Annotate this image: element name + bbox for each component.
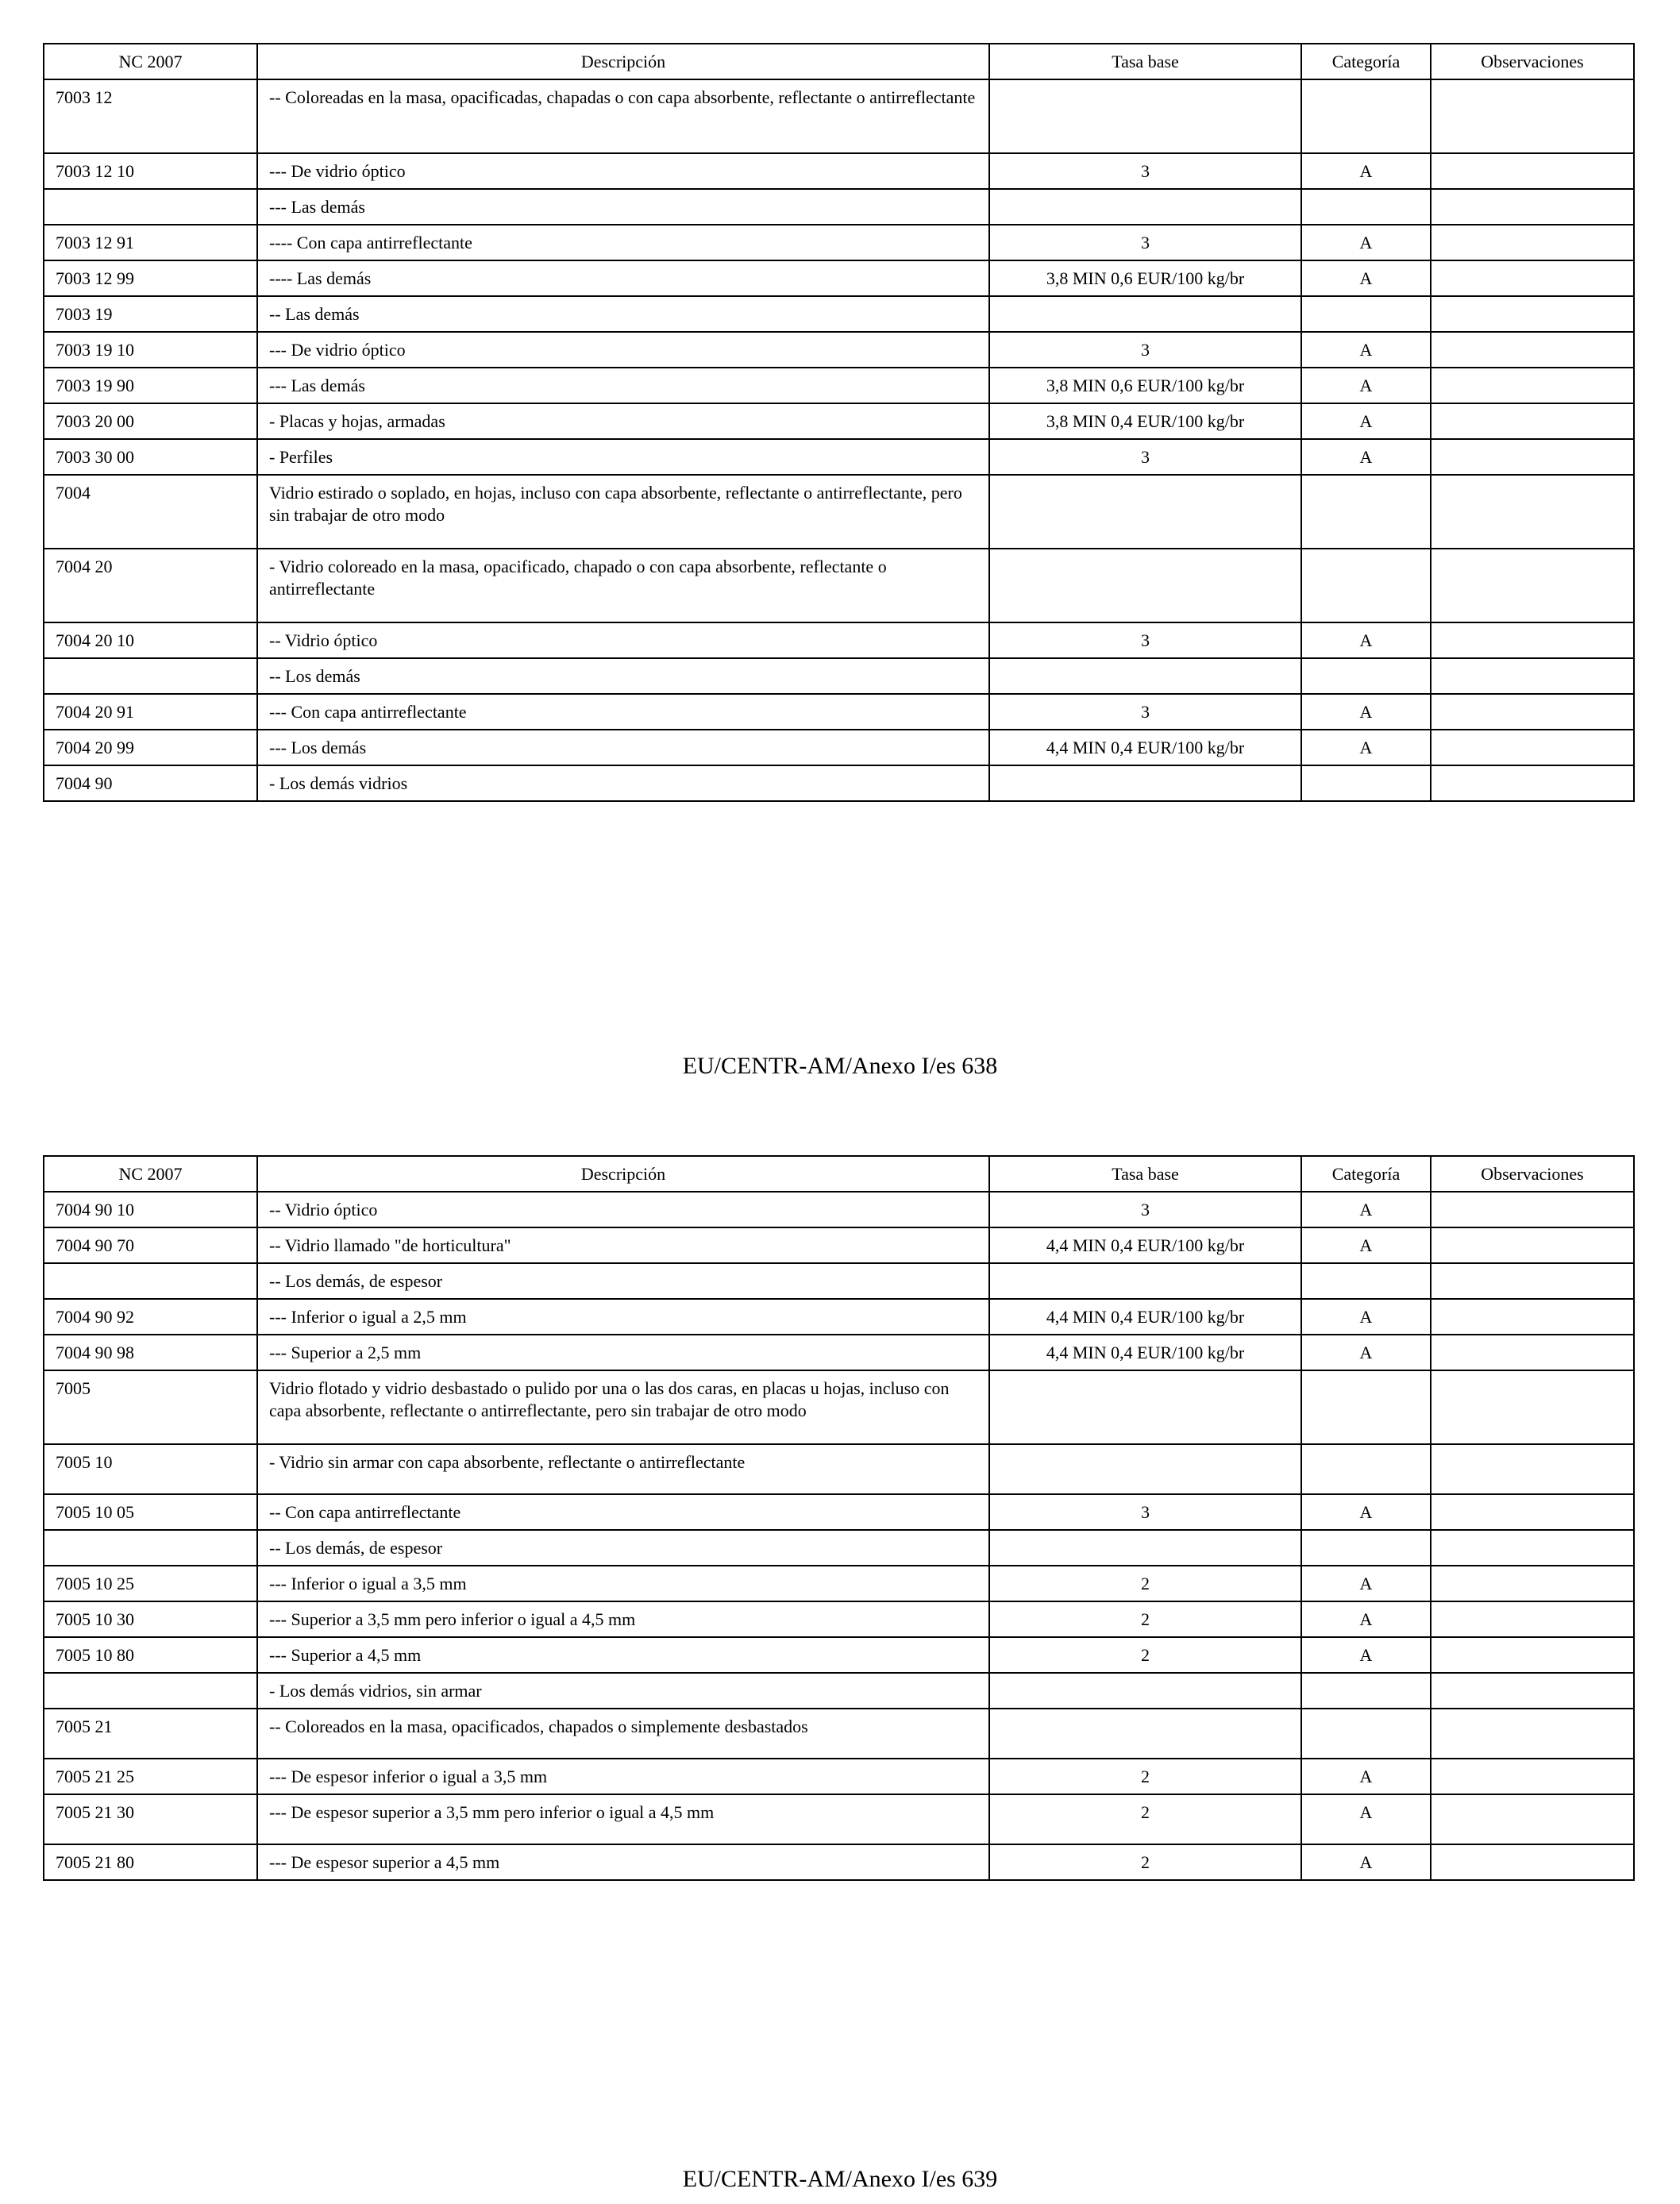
observations-cell: [1431, 1601, 1634, 1637]
table-row: [44, 658, 1634, 694]
table-row: [44, 403, 1634, 439]
category-cell: A: [1301, 368, 1431, 403]
observations-cell: [1431, 1844, 1634, 1880]
nc-cell: 7005 10 05: [44, 1494, 257, 1530]
category-cell: A: [1301, 1794, 1431, 1844]
observations-cell: [1431, 260, 1634, 296]
description-cell: -- Los demás: [257, 658, 989, 694]
observations-cell: [1431, 1192, 1634, 1227]
base-rate-cell: 3: [989, 439, 1301, 475]
observations-cell: [1431, 622, 1634, 658]
category-cell: A: [1301, 1759, 1431, 1794]
base-rate-cell: 2: [989, 1794, 1301, 1844]
description-cell: --- Con capa antirreflectante: [257, 694, 989, 730]
base-rate-cell: [989, 1263, 1301, 1299]
table-row: [44, 1566, 1634, 1601]
description-cell: -- Los demás, de espesor: [257, 1530, 989, 1566]
category-cell: [1301, 296, 1431, 332]
description-cell: Vidrio estirado o soplado, en hojas, incluso con capa absorbente, reflectante o antirreflectante, pero sin trabajar de otro modo: [257, 475, 989, 549]
description-cell: --- De vidrio óptico: [257, 332, 989, 368]
category-cell: A: [1301, 1299, 1431, 1335]
category-cell: A: [1301, 1192, 1431, 1227]
base-rate-cell: 4,4 MIN 0,4 EUR/100 kg/br: [989, 1335, 1301, 1370]
base-rate-cell: 2: [989, 1844, 1301, 1880]
nc-cell: 7003 12 99: [44, 260, 257, 296]
table-header-row: [44, 44, 1634, 79]
observations-cell: [1431, 765, 1634, 801]
observations-cell: [1431, 475, 1634, 549]
header-categoria: Categoría: [1301, 44, 1431, 79]
nc-cell: 7005 21 30: [44, 1794, 257, 1844]
header-descripcion: Descripción: [257, 44, 989, 79]
category-cell: A: [1301, 694, 1431, 730]
base-rate-cell: [989, 189, 1301, 225]
description-cell: --- Las demás: [257, 189, 989, 225]
category-cell: A: [1301, 1494, 1431, 1530]
table-row: [44, 332, 1634, 368]
nc-cell: 7004 20 10: [44, 622, 257, 658]
nc-cell: 7005 10 25: [44, 1566, 257, 1601]
category-cell: A: [1301, 730, 1431, 765]
table-row: [44, 1227, 1634, 1263]
category-cell: [1301, 658, 1431, 694]
header-observaciones: Observaciones: [1431, 44, 1634, 79]
nc-cell: [44, 189, 257, 225]
table-row: [44, 765, 1634, 801]
description-cell: - Los demás vidrios: [257, 765, 989, 801]
table-row: [44, 549, 1634, 622]
nc-cell: [44, 1673, 257, 1709]
table-row: [44, 475, 1634, 549]
description-cell: --- Inferior o igual a 3,5 mm: [257, 1566, 989, 1601]
observations-cell: [1431, 1794, 1634, 1844]
header-nc: NC 2007: [44, 1156, 257, 1192]
category-cell: A: [1301, 1844, 1431, 1880]
table-row: [44, 1370, 1634, 1444]
description-cell: Vidrio flotado y vidrio desbastado o pulido por una o las dos caras, en placas u hojas, incluso con capa absorbente, reflectante o antirreflectante, pero sin trabajar de otro modo: [257, 1370, 989, 1444]
category-cell: [1301, 79, 1431, 153]
table-row: [44, 1673, 1634, 1709]
observations-cell: [1431, 1263, 1634, 1299]
base-rate-cell: [989, 79, 1301, 153]
description-cell: -- Coloreados en la masa, opacificados, chapados o simplemente desbastados: [257, 1709, 989, 1759]
base-rate-cell: 4,4 MIN 0,4 EUR/100 kg/br: [989, 1227, 1301, 1263]
header-tasa-base: Tasa base: [989, 44, 1301, 79]
table-row: [44, 730, 1634, 765]
category-cell: A: [1301, 439, 1431, 475]
observations-cell: [1431, 1335, 1634, 1370]
description-cell: --- Los demás: [257, 730, 989, 765]
observations-cell: [1431, 658, 1634, 694]
nc-cell: 7005 10 80: [44, 1637, 257, 1673]
base-rate-cell: 4,4 MIN 0,4 EUR/100 kg/br: [989, 1299, 1301, 1335]
table-row: [44, 1759, 1634, 1794]
description-cell: -- Vidrio óptico: [257, 1192, 989, 1227]
base-rate-cell: 3: [989, 1192, 1301, 1227]
category-cell: A: [1301, 1227, 1431, 1263]
observations-cell: [1431, 368, 1634, 403]
category-cell: A: [1301, 260, 1431, 296]
description-cell: -- Vidrio llamado "de horticultura": [257, 1227, 989, 1263]
observations-cell: [1431, 296, 1634, 332]
base-rate-cell: [989, 1530, 1301, 1566]
base-rate-cell: [989, 1444, 1301, 1494]
table-row: [44, 153, 1634, 189]
nc-cell: 7003 30 00: [44, 439, 257, 475]
table-row: [44, 1637, 1634, 1673]
nc-cell: 7004 90 92: [44, 1299, 257, 1335]
base-rate-cell: [989, 658, 1301, 694]
table-row: [44, 694, 1634, 730]
category-cell: A: [1301, 153, 1431, 189]
base-rate-cell: 2: [989, 1566, 1301, 1601]
nc-cell: 7003 20 00: [44, 403, 257, 439]
description-cell: - Perfiles: [257, 439, 989, 475]
tariff-table-page-639: [43, 1155, 1635, 1881]
nc-cell: 7005 21: [44, 1709, 257, 1759]
description-cell: -- Los demás, de espesor: [257, 1263, 989, 1299]
base-rate-cell: 3: [989, 225, 1301, 260]
description-cell: - Vidrio sin armar con capa absorbente, reflectante o antirreflectante: [257, 1444, 989, 1494]
description-cell: --- Superior a 2,5 mm: [257, 1335, 989, 1370]
description-cell: -- Con capa antirreflectante: [257, 1494, 989, 1530]
base-rate-cell: 3: [989, 153, 1301, 189]
base-rate-cell: 3: [989, 1494, 1301, 1530]
base-rate-cell: 3: [989, 332, 1301, 368]
category-cell: A: [1301, 1566, 1431, 1601]
observations-cell: [1431, 1444, 1634, 1494]
observations-cell: [1431, 1637, 1634, 1673]
base-rate-cell: 3: [989, 622, 1301, 658]
base-rate-cell: [989, 1709, 1301, 1759]
description-cell: --- De vidrio óptico: [257, 153, 989, 189]
category-cell: [1301, 1444, 1431, 1494]
base-rate-cell: 3,8 MIN 0,6 EUR/100 kg/br: [989, 368, 1301, 403]
table-row: [44, 1335, 1634, 1370]
nc-cell: 7004 90 10: [44, 1192, 257, 1227]
observations-cell: [1431, 225, 1634, 260]
description-cell: --- Las demás: [257, 368, 989, 403]
observations-cell: [1431, 549, 1634, 622]
nc-cell: 7004 90: [44, 765, 257, 801]
header-categoria: Categoría: [1301, 1156, 1431, 1192]
description-cell: --- De espesor superior a 4,5 mm: [257, 1844, 989, 1880]
nc-cell: [44, 658, 257, 694]
observations-cell: [1431, 1299, 1634, 1335]
description-cell: -- Las demás: [257, 296, 989, 332]
observations-cell: [1431, 1370, 1634, 1444]
nc-cell: 7005: [44, 1370, 257, 1444]
nc-cell: 7003 12 91: [44, 225, 257, 260]
nc-cell: 7004 90 70: [44, 1227, 257, 1263]
base-rate-cell: 3,8 MIN 0,6 EUR/100 kg/br: [989, 260, 1301, 296]
header-nc: NC 2007: [44, 44, 257, 79]
observations-cell: [1431, 1759, 1634, 1794]
category-cell: A: [1301, 1335, 1431, 1370]
observations-cell: [1431, 694, 1634, 730]
nc-cell: [44, 1263, 257, 1299]
description-cell: - Vidrio coloreado en la masa, opacificado, chapado o con capa absorbente, reflectante o antirreflectante: [257, 549, 989, 622]
table-row: [44, 1844, 1634, 1880]
nc-cell: 7003 19 90: [44, 368, 257, 403]
page-footer: EU/CENTR-AM/Anexo I/es 638: [682, 1053, 998, 1079]
category-cell: A: [1301, 225, 1431, 260]
observations-cell: [1431, 1530, 1634, 1566]
category-cell: [1301, 549, 1431, 622]
category-cell: A: [1301, 622, 1431, 658]
description-cell: --- Superior a 4,5 mm: [257, 1637, 989, 1673]
nc-cell: 7003 19: [44, 296, 257, 332]
table-row: [44, 1601, 1634, 1637]
observations-cell: [1431, 1709, 1634, 1759]
observations-cell: [1431, 79, 1634, 153]
category-cell: [1301, 1370, 1431, 1444]
observations-cell: [1431, 403, 1634, 439]
nc-cell: 7003 12 10: [44, 153, 257, 189]
category-cell: A: [1301, 1601, 1431, 1637]
base-rate-cell: 2: [989, 1759, 1301, 1794]
table-row: [44, 1709, 1634, 1759]
header-tasa-base: Tasa base: [989, 1156, 1301, 1192]
category-cell: [1301, 475, 1431, 549]
table-row: [44, 225, 1634, 260]
table-row: [44, 1794, 1634, 1844]
nc-cell: 7003 12: [44, 79, 257, 153]
base-rate-cell: [989, 765, 1301, 801]
description-cell: ---- Con capa antirreflectante: [257, 225, 989, 260]
base-rate-cell: 3: [989, 694, 1301, 730]
table-row: [44, 189, 1634, 225]
observations-cell: [1431, 1227, 1634, 1263]
category-cell: [1301, 765, 1431, 801]
table-row: [44, 296, 1634, 332]
observations-cell: [1431, 1673, 1634, 1709]
observations-cell: [1431, 1566, 1634, 1601]
base-rate-cell: [989, 296, 1301, 332]
category-cell: [1301, 189, 1431, 225]
category-cell: [1301, 1709, 1431, 1759]
description-cell: -- Vidrio óptico: [257, 622, 989, 658]
page-footer: EU/CENTR-AM/Anexo I/es 639: [682, 2166, 998, 2192]
observations-cell: [1431, 332, 1634, 368]
table-row: [44, 1299, 1634, 1335]
base-rate-cell: 3,8 MIN 0,4 EUR/100 kg/br: [989, 403, 1301, 439]
category-cell: A: [1301, 1637, 1431, 1673]
table-row: [44, 622, 1634, 658]
nc-cell: 7004: [44, 475, 257, 549]
base-rate-cell: 2: [989, 1601, 1301, 1637]
nc-cell: 7004 20: [44, 549, 257, 622]
base-rate-cell: 2: [989, 1637, 1301, 1673]
base-rate-cell: [989, 1370, 1301, 1444]
observations-cell: [1431, 730, 1634, 765]
category-cell: [1301, 1530, 1431, 1566]
header-observaciones: Observaciones: [1431, 1156, 1634, 1192]
observations-cell: [1431, 189, 1634, 225]
base-rate-cell: [989, 549, 1301, 622]
observations-cell: [1431, 1494, 1634, 1530]
observations-cell: [1431, 439, 1634, 475]
nc-cell: 7005 10 30: [44, 1601, 257, 1637]
description-cell: --- De espesor superior a 3,5 mm pero inferior o igual a 4,5 mm: [257, 1794, 989, 1844]
nc-cell: 7004 90 98: [44, 1335, 257, 1370]
base-rate-cell: 4,4 MIN 0,4 EUR/100 kg/br: [989, 730, 1301, 765]
table-row: [44, 1494, 1634, 1530]
nc-cell: 7005 21 80: [44, 1844, 257, 1880]
category-cell: [1301, 1673, 1431, 1709]
table-row: [44, 439, 1634, 475]
base-rate-cell: [989, 475, 1301, 549]
observations-cell: [1431, 153, 1634, 189]
nc-cell: 7003 19 10: [44, 332, 257, 368]
description-cell: --- Inferior o igual a 2,5 mm: [257, 1299, 989, 1335]
nc-cell: 7005 21 25: [44, 1759, 257, 1794]
description-cell: - Placas y hojas, armadas: [257, 403, 989, 439]
table-row: [44, 1444, 1634, 1494]
tariff-table-page-638: [43, 43, 1635, 802]
nc-cell: 7005 10: [44, 1444, 257, 1494]
description-cell: ---- Las demás: [257, 260, 989, 296]
category-cell: [1301, 1263, 1431, 1299]
table-row: [44, 1192, 1634, 1227]
header-descripcion: Descripción: [257, 1156, 989, 1192]
base-rate-cell: [989, 1673, 1301, 1709]
nc-cell: 7004 20 91: [44, 694, 257, 730]
description-cell: - Los demás vidrios, sin armar: [257, 1673, 989, 1709]
table-row: [44, 1263, 1634, 1299]
category-cell: A: [1301, 403, 1431, 439]
table-row: [44, 260, 1634, 296]
table-row: [44, 79, 1634, 153]
table-row: [44, 1530, 1634, 1566]
table-header-row: [44, 1156, 1634, 1192]
description-cell: --- Superior a 3,5 mm pero inferior o igual a 4,5 mm: [257, 1601, 989, 1637]
nc-cell: 7004 20 99: [44, 730, 257, 765]
description-cell: --- De espesor inferior o igual a 3,5 mm: [257, 1759, 989, 1794]
category-cell: A: [1301, 332, 1431, 368]
table-row: [44, 368, 1634, 403]
nc-cell: [44, 1530, 257, 1566]
description-cell: -- Coloreadas en la masa, opacificadas, chapadas o con capa absorbente, reflectante o antirreflectante: [257, 79, 989, 153]
